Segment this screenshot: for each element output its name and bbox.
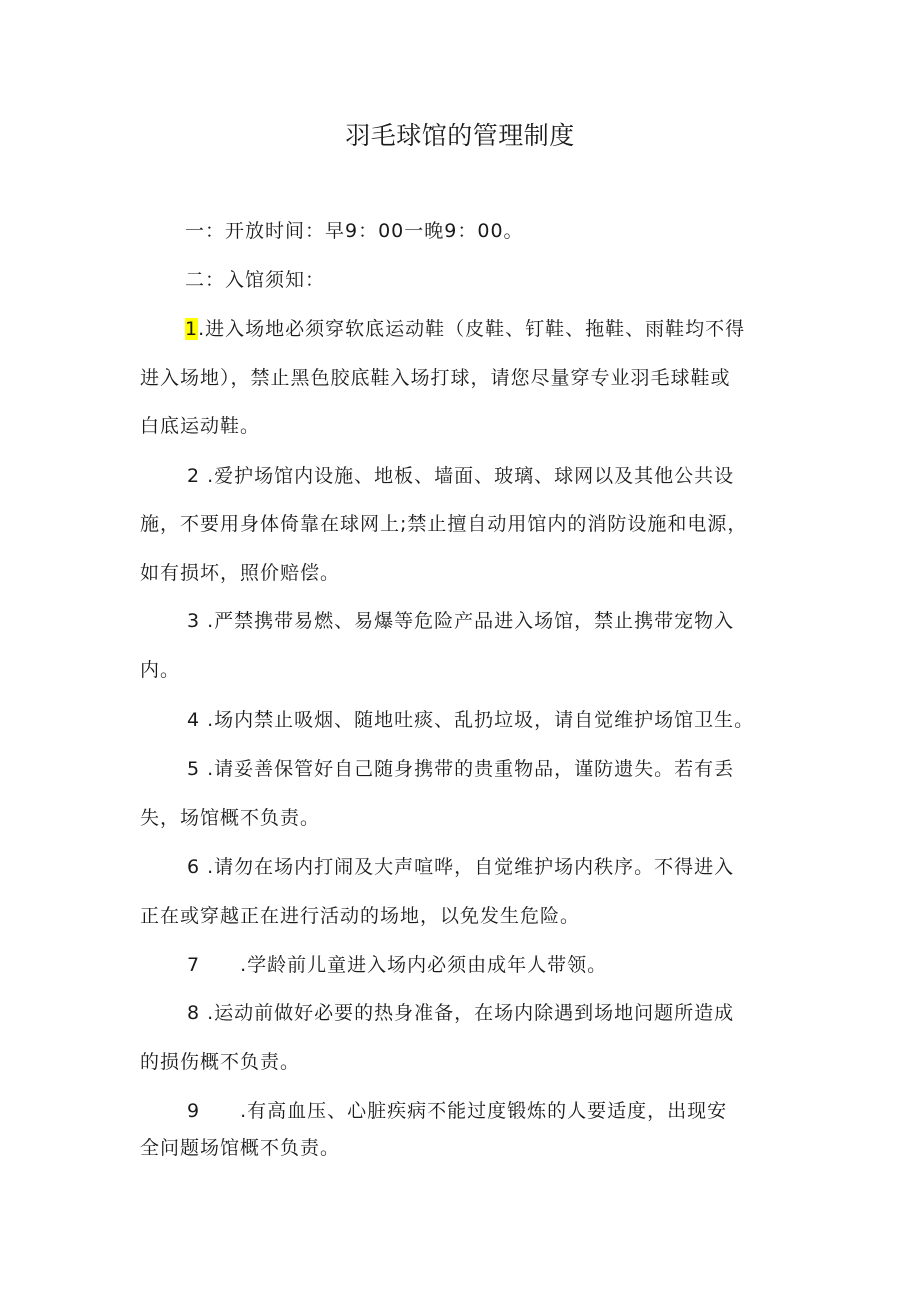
rule-1-line-2: 进入场地），禁止黑色胶底鞋入场打球，请您尽量穿专业羽毛球鞋或 xyxy=(140,367,731,389)
rule-3-line-2: 内。 xyxy=(140,659,181,681)
rule-8-line-2: 的损伤概不负责。 xyxy=(140,1051,301,1073)
rule-6-line-2: 正在或穿越正在进行活动的场地，以免发生危险。 xyxy=(140,905,581,927)
rule-2-line-2: 施，不要用身体倚靠在球网上;禁止擅自动用馆内的消防设施和电源， xyxy=(140,513,748,535)
highlighted-number: 1 xyxy=(185,318,199,340)
rule-7: 7 .学龄前儿童进入场内必须由成年人带领。 xyxy=(187,954,608,976)
rule-1-line-3: 白底运动鞋。 xyxy=(140,415,261,437)
rule-9-line-2: 全问题场馆概不负责。 xyxy=(140,1137,341,1159)
rule-3-line-1: 3 .严禁携带易燃、易爆等危险产品进入场馆，禁止携带宠物入 xyxy=(187,610,735,632)
rule-9-line-1: 9 .有高血压、心脏疾病不能过度锻炼的人要适度，出现安 xyxy=(187,1100,728,1122)
entry-notice-heading: 二：入馆须知： xyxy=(185,269,326,291)
rule-2-line-1: 2 .爱护场馆内设施、地板、墙面、玻璃、球网以及其他公共设 xyxy=(187,465,735,487)
rule-1-text: .进入场地必须穿软底运动鞋（皮鞋、钉鞋、拖鞋、雨鞋均不得 xyxy=(198,318,746,340)
rule-5-line-2: 失，场馆概不负责。 xyxy=(140,807,321,829)
document-title: 羽毛球馆的管理制度 xyxy=(345,121,575,150)
rule-8-line-1: 8 .运动前做好必要的热身准备，在场内除遇到场地问题所造成 xyxy=(187,1002,735,1024)
rule-6-line-1: 6 .请勿在场内打闹及大声喧哗，自觉维护场内秩序。不得进入 xyxy=(187,856,735,878)
rule-5-line-1: 5 .请妥善保管好自己随身携带的贵重物品，谨防遗失。若有丢 xyxy=(187,758,735,780)
rule-1-line-1 xyxy=(185,314,845,341)
opening-hours: 一：开放时间：早9：00一晚9：00。 xyxy=(185,220,524,242)
rule-4: 4 .场内禁止吸烟、随地吐痰、乱扔垃圾，请自觉维护场馆卫生。 xyxy=(187,709,755,731)
rule-2-line-3: 如有损坏，照价赔偿。 xyxy=(140,562,341,584)
